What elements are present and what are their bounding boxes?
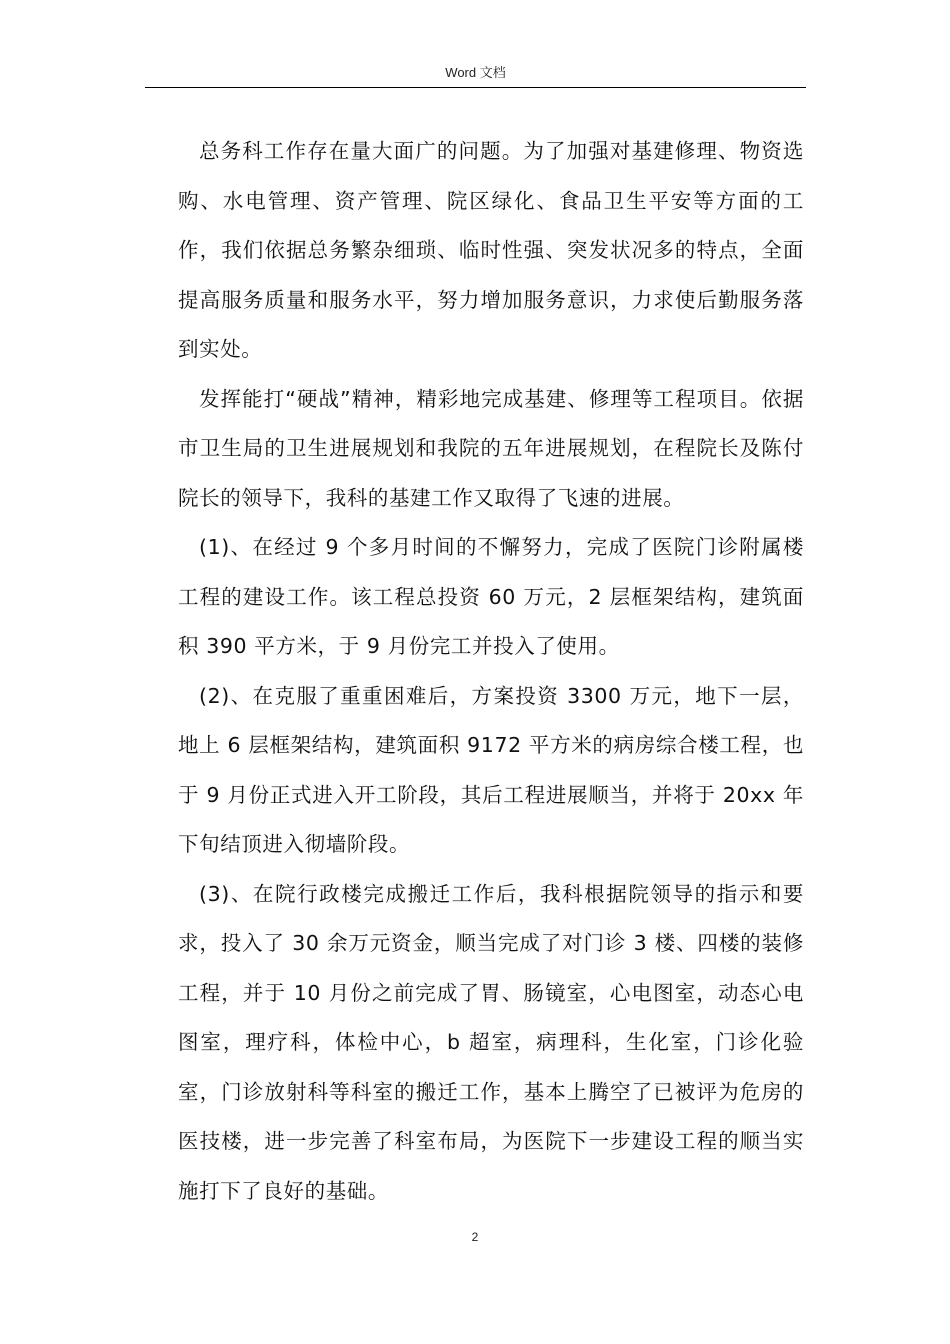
paragraph-item-2: (2)、在克服了重重困难后，方案投资 3300 万元，地下一层，地上 6 层框架结构，建筑面积 9172 平方米的病房综合楼工程，也于 9 月份正式进入开工阶段，其后工程进展顺当，并将于 20xx 年下旬结顶进入彻墙阶段。	[178, 683, 804, 856]
page-number: 2	[471, 1230, 479, 1244]
paragraph-logistics-overview: 总务科工作存在量大面广的问题。为了加强对基建修理、物资选购、水电管理、资产管理、院区绿化、食品卫生平安等方面的工作，我们依据总务繁杂细琐、临时性强、突发状况多的特点，全面提高服务质量和服务水平，努力增加服务意识，力求使后勤服务落到实处。	[178, 139, 804, 361]
paragraph-item-3: (3)、在院行政楼完成搬迁工作后，我科根据院领导的指示和要求，投入了 30 余万元资金，顺当完成了对门诊 3 楼、四楼的装修工程，并于 10 月份之前完成了胃、肠镜室，心电图室，动态心电图室，理疗科，体检中心，b 超室，病理科，生化室，门诊化验室，门诊放射科等科室的搬迁工作，基本上腾空了已被评为危房的医技楼，进一步完善了科室布局，为医院下一步建设工程的顺当实施打下了良好的基础。	[178, 881, 804, 1203]
paragraph-construction-projects: 发挥能打“硬战”精神，精彩地完成基建、修理等工程项目。依据市卫生局的卫生进展规划和我院的五年进展规划，在程院长及陈付院长的领导下，我科的基建工作又取得了飞速的进展。	[178, 386, 804, 510]
document-body	[178, 127, 804, 1216]
header-divider	[145, 87, 806, 88]
paragraph-item-1: (1)、在经过 9 个多月时间的不懈努力，完成了医院门诊附属楼工程的建设工作。该工程总投资 60 万元，2 层框架结构，建筑面积 390 平方米，于 9 月份完工并投入了使用。	[178, 535, 804, 658]
page-header: Word 文档	[445, 65, 506, 80]
